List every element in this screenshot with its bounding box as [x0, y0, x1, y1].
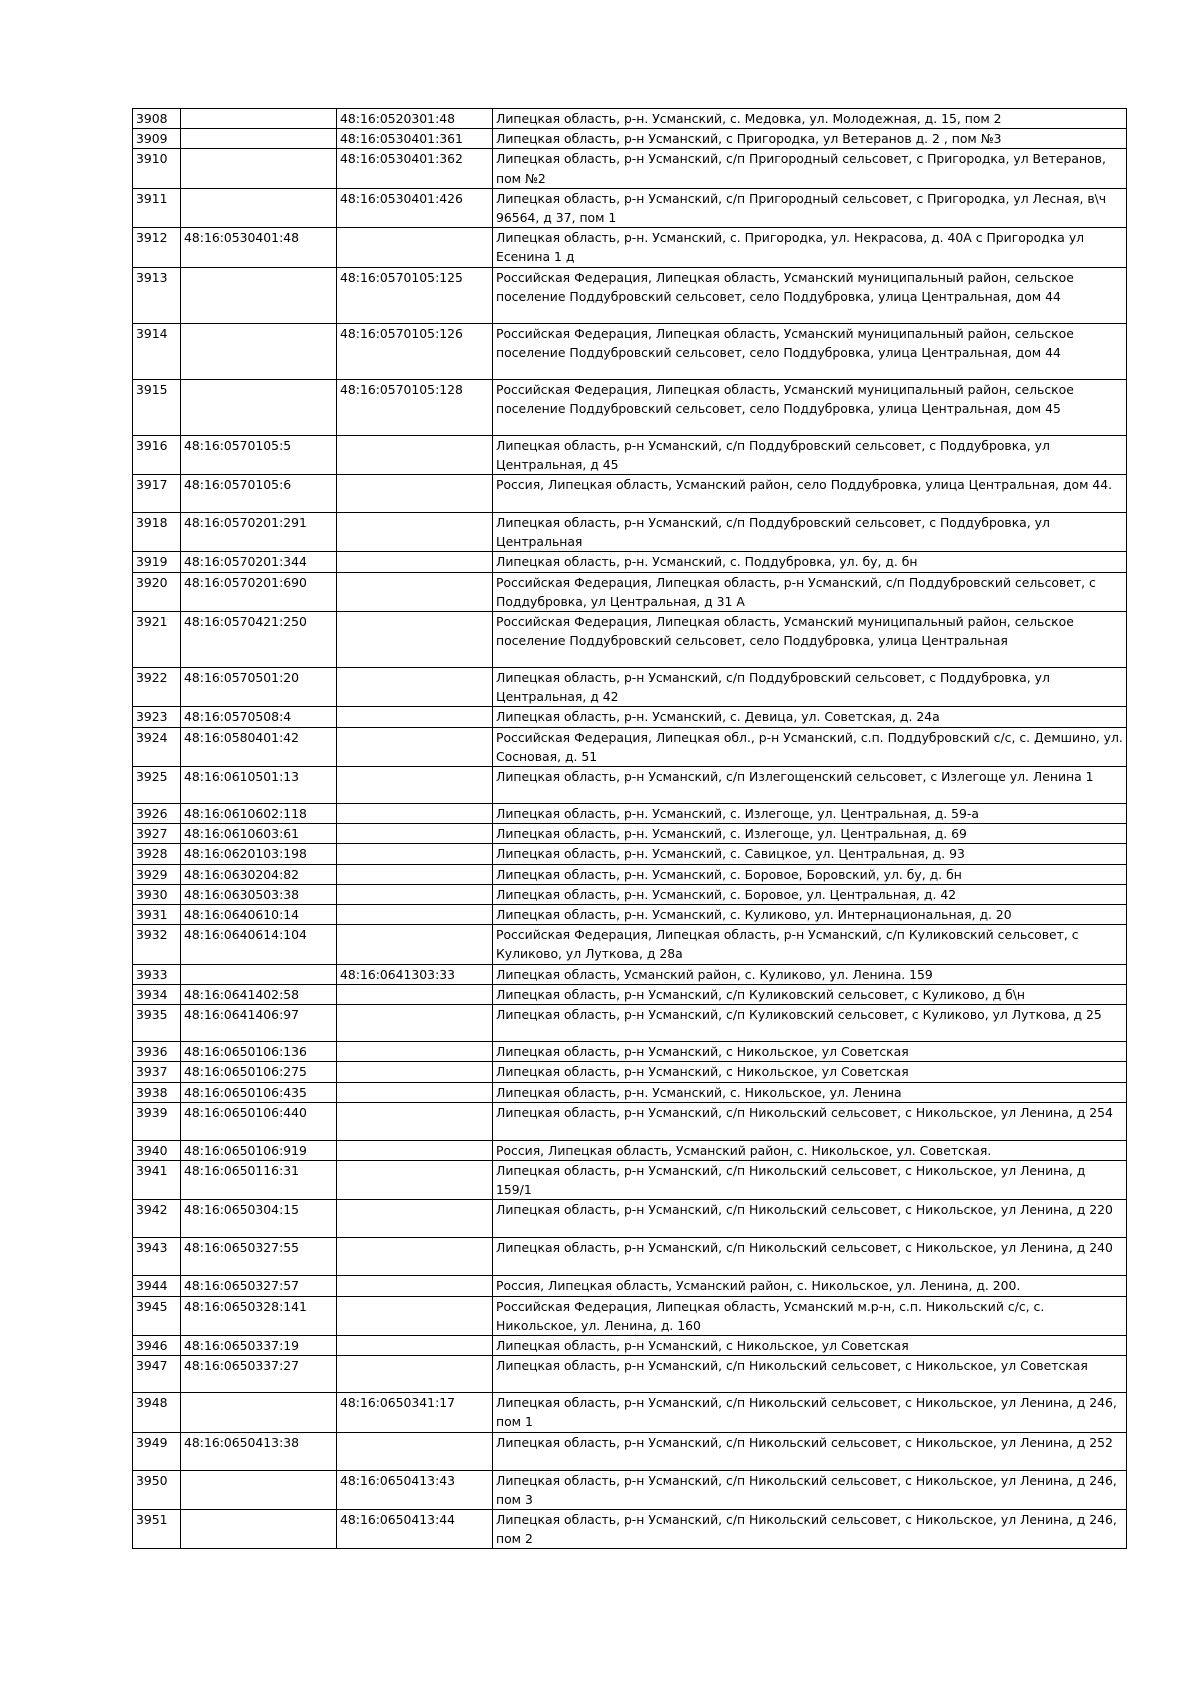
table-row: [133, 1296, 1127, 1335]
cadastral-number-cell: 48:16:0650337:19: [181, 1335, 337, 1355]
address-cell: Российская Федерация, Липецкая область, Усманский муниципальный район, сельское поселение Поддубровский сельсовет, село Поддубровка, улица Центральная, дом 44: [493, 267, 1127, 323]
table-body: [133, 109, 1127, 1549]
premises-cadastral-number-cell: [337, 552, 493, 572]
row-number-cell: 3928: [133, 844, 181, 864]
address-cell: Липецкая область, р-н Усманский, с/п Куликовский сельсовет, с Куликово, ул Луткова, д 25: [493, 1005, 1127, 1042]
document-page: [132, 108, 1126, 1549]
row-number-cell: 3939: [133, 1102, 181, 1140]
row-number-cell: 3922: [133, 668, 181, 707]
cadastral-number-cell: 48:16:0610501:13: [181, 767, 337, 804]
table-row: [133, 1393, 1127, 1432]
row-number-cell: 3946: [133, 1335, 181, 1355]
premises-cadastral-number-cell: [337, 824, 493, 844]
address-cell: Россия, Липецкая область, Усманский район, село Поддубровка, улица Центральная, дом 44.: [493, 475, 1127, 513]
cadastral-number-cell: [181, 109, 337, 129]
premises-cadastral-number-cell: 48:16:0650413:44: [337, 1509, 493, 1548]
premises-cadastral-number-cell: [337, 707, 493, 727]
table-row: [133, 572, 1127, 611]
premises-cadastral-number-cell: 48:16:0641303:33: [337, 964, 493, 984]
premises-cadastral-number-cell: [337, 884, 493, 904]
row-number-cell: 3943: [133, 1238, 181, 1276]
cadastral-number-cell: [181, 964, 337, 984]
premises-cadastral-number-cell: [337, 1042, 493, 1062]
premises-cadastral-number-cell: 48:16:0650413:43: [337, 1470, 493, 1509]
cadastral-number-cell: 48:16:0650106:275: [181, 1062, 337, 1082]
cadastral-number-cell: 48:16:0650106:919: [181, 1140, 337, 1160]
address-cell: Липецкая область, р-н. Усманский, с. Девица, ул. Советская, д. 24а: [493, 707, 1127, 727]
premises-cadastral-number-cell: [337, 1160, 493, 1199]
address-cell: Липецкая область, р-н. Усманский, с. Боровое, Боровский, ул. бу, д. бн: [493, 864, 1127, 884]
row-number-cell: 3923: [133, 707, 181, 727]
premises-cadastral-number-cell: [337, 1238, 493, 1276]
row-number-cell: 3921: [133, 612, 181, 668]
table-row: [133, 984, 1127, 1004]
row-number-cell: 3933: [133, 964, 181, 984]
cadastral-number-cell: 48:16:0641402:58: [181, 984, 337, 1004]
premises-cadastral-number-cell: 48:16:0530401:362: [337, 149, 493, 188]
premises-cadastral-number-cell: [337, 844, 493, 864]
premises-cadastral-number-cell: 48:16:0570105:126: [337, 323, 493, 379]
address-cell: Липецкая область, р-н Усманский, с/п Никольский сельсовет, с Никольское, ул Ленина, д 252: [493, 1432, 1127, 1470]
row-number-cell: 3937: [133, 1062, 181, 1082]
cadastral-number-cell: 48:16:0530401:48: [181, 228, 337, 267]
premises-cadastral-number-cell: [337, 435, 493, 474]
cadastral-number-cell: 48:16:0650327:57: [181, 1276, 337, 1296]
cadastral-number-cell: 48:16:0650413:38: [181, 1432, 337, 1470]
premises-cadastral-number-cell: [337, 804, 493, 824]
premises-cadastral-number-cell: [337, 767, 493, 804]
address-cell: Российская Федерация, Липецкая область, Усманский муниципальный район, сельское поселение Поддубровский сельсовет, село Поддубровка, улица Центральная: [493, 612, 1127, 668]
cadastral-number-cell: 48:16:0570105:6: [181, 475, 337, 513]
table-row: [133, 844, 1127, 864]
address-cell: Российская Федерация, Липецкая обл., р-н Усманский, с.п. Поддубровский с/с, с. Демшино, ул. Сосновая, д. 51: [493, 727, 1127, 766]
row-number-cell: 3934: [133, 984, 181, 1004]
row-number-cell: 3938: [133, 1082, 181, 1102]
cadastral-number-cell: 48:16:0650327:55: [181, 1238, 337, 1276]
premises-cadastral-number-cell: [337, 1102, 493, 1140]
row-number-cell: 3942: [133, 1200, 181, 1238]
address-cell: Липецкая область, р-н Усманский, с/п Поддубровский сельсовет, с Поддубровка, ул Центральная, д 45: [493, 435, 1127, 474]
premises-cadastral-number-cell: [337, 925, 493, 964]
cadastral-number-cell: 48:16:0650328:141: [181, 1296, 337, 1335]
premises-cadastral-number-cell: 48:16:0570105:128: [337, 379, 493, 435]
cadastral-number-cell: 48:16:0650106:440: [181, 1102, 337, 1140]
premises-cadastral-number-cell: [337, 1005, 493, 1042]
row-number-cell: 3912: [133, 228, 181, 267]
row-number-cell: 3924: [133, 727, 181, 766]
premises-cadastral-number-cell: [337, 1356, 493, 1393]
table-row: [133, 1160, 1127, 1199]
premises-cadastral-number-cell: [337, 905, 493, 925]
address-cell: Липецкая область, р-н. Усманский, с. Излегоще, ул. Центральная, д. 69: [493, 824, 1127, 844]
row-number-cell: 3925: [133, 767, 181, 804]
row-number-cell: 3932: [133, 925, 181, 964]
row-number-cell: 3947: [133, 1356, 181, 1393]
premises-cadastral-number-cell: [337, 513, 493, 552]
property-register-table: [132, 108, 1127, 1549]
row-number-cell: 3936: [133, 1042, 181, 1062]
address-cell: Липецкая область, р-н. Усманский, с. Пригородка, ул. Некрасова, д. 40А с Пригородка ул Есенина 1 д: [493, 228, 1127, 267]
table-row: [133, 905, 1127, 925]
table-row: [133, 228, 1127, 267]
premises-cadastral-number-cell: [337, 864, 493, 884]
address-cell: Липецкая область, р-н Усманский, с Никольское, ул Советская: [493, 1042, 1127, 1062]
table-row: [133, 864, 1127, 884]
cadastral-number-cell: [181, 1470, 337, 1509]
address-cell: Липецкая область, р-н Усманский, с/п Никольский сельсовет, с Никольское, ул Ленина, д 220: [493, 1200, 1127, 1238]
row-number-cell: 3948: [133, 1393, 181, 1432]
address-cell: Липецкая область, р-н. Усманский, с. Излегоще, ул. Центральная, д. 59-а: [493, 804, 1127, 824]
row-number-cell: 3950: [133, 1470, 181, 1509]
table-row: [133, 1509, 1127, 1548]
table-row: [133, 1102, 1127, 1140]
row-number-cell: 3940: [133, 1140, 181, 1160]
table-row: [133, 1238, 1127, 1276]
address-cell: Липецкая область, р-н Усманский, с/п Никольский сельсовет, с Никольское, ул Ленина, д 246, пом 3: [493, 1470, 1127, 1509]
row-number-cell: 3926: [133, 804, 181, 824]
table-row: [133, 1470, 1127, 1509]
cadastral-number-cell: 48:16:0650116:31: [181, 1160, 337, 1199]
table-row: [133, 767, 1127, 804]
address-cell: Липецкая область, р-н. Усманский, с. Поддубровка, ул. бу, д. бн: [493, 552, 1127, 572]
row-number-cell: 3911: [133, 188, 181, 227]
address-cell: Липецкая область, р-н. Усманский, с. Боровое, ул. Центральная, д. 42: [493, 884, 1127, 904]
premises-cadastral-number-cell: [337, 1140, 493, 1160]
row-number-cell: 3918: [133, 513, 181, 552]
address-cell: Липецкая область, р-н Усманский, с/п Пригородный сельсовет, с Пригородка, ул Ветеранов, пом №2: [493, 149, 1127, 188]
cadastral-number-cell: 48:16:0630204:82: [181, 864, 337, 884]
cadastral-number-cell: 48:16:0650304:15: [181, 1200, 337, 1238]
row-number-cell: 3945: [133, 1296, 181, 1335]
row-number-cell: 3908: [133, 109, 181, 129]
row-number-cell: 3951: [133, 1509, 181, 1548]
premises-cadastral-number-cell: [337, 984, 493, 1004]
cadastral-number-cell: 48:16:0610602:118: [181, 804, 337, 824]
table-row: [133, 1432, 1127, 1470]
table-row: [133, 149, 1127, 188]
premises-cadastral-number-cell: [337, 1200, 493, 1238]
premises-cadastral-number-cell: [337, 1296, 493, 1335]
address-cell: Липецкая область, р-н. Усманский, с. Никольское, ул. Ленина: [493, 1082, 1127, 1102]
table-row: [133, 475, 1127, 513]
table-row: [133, 109, 1127, 129]
address-cell: Липецкая область, р-н Усманский, с Никольское, ул Советская: [493, 1335, 1127, 1355]
cadastral-number-cell: 48:16:0570421:250: [181, 612, 337, 668]
cadastral-number-cell: 48:16:0570501:20: [181, 668, 337, 707]
table-row: [133, 323, 1127, 379]
row-number-cell: 3920: [133, 572, 181, 611]
cadastral-number-cell: [181, 323, 337, 379]
row-number-cell: 3927: [133, 824, 181, 844]
table-row: [133, 267, 1127, 323]
address-cell: Липецкая область, р-н Усманский, с/п Излегощенский сельсовет, с Излегоще ул. Ленина 1: [493, 767, 1127, 804]
row-number-cell: 3909: [133, 129, 181, 149]
row-number-cell: 3944: [133, 1276, 181, 1296]
row-number-cell: 3930: [133, 884, 181, 904]
row-number-cell: 3913: [133, 267, 181, 323]
table-row: [133, 1356, 1127, 1393]
address-cell: Липецкая область, р-н Усманский, с/п Куликовский сельсовет, с Куликово, д б\н: [493, 984, 1127, 1004]
address-cell: Липецкая область, Усманский район, с. Куликово, ул. Ленина. 159: [493, 964, 1127, 984]
cadastral-number-cell: [181, 1509, 337, 1548]
table-row: [133, 707, 1127, 727]
table-row: [133, 552, 1127, 572]
table-row: [133, 824, 1127, 844]
address-cell: Липецкая область, р-н Усманский, с/п Никольский сельсовет, с Никольское, ул Ленина, д 246, пом 2: [493, 1509, 1127, 1548]
premises-cadastral-number-cell: 48:16:0530401:361: [337, 129, 493, 149]
cadastral-number-cell: 48:16:0650337:27: [181, 1356, 337, 1393]
row-number-cell: 3919: [133, 552, 181, 572]
address-cell: Российская Федерация, Липецкая область, Усманский муниципальный район, сельское поселение Поддубровский сельсовет, село Поддубровка, улица Центральная, дом 45: [493, 379, 1127, 435]
table-row: [133, 964, 1127, 984]
address-cell: Липецкая область, р-н Усманский, с/п Никольский сельсовет, с Никольское, ул Ленина, д 254: [493, 1102, 1127, 1140]
cadastral-number-cell: [181, 379, 337, 435]
premises-cadastral-number-cell: 48:16:0530401:426: [337, 188, 493, 227]
table-row: [133, 668, 1127, 707]
cadastral-number-cell: [181, 188, 337, 227]
row-number-cell: 3916: [133, 435, 181, 474]
premises-cadastral-number-cell: [337, 572, 493, 611]
cadastral-number-cell: [181, 267, 337, 323]
address-cell: Липецкая область, р-н Усманский, с/п Никольский сельсовет, с Никольское, ул Ленина, д 159/1: [493, 1160, 1127, 1199]
row-number-cell: 3931: [133, 905, 181, 925]
table-row: [133, 188, 1127, 227]
premises-cadastral-number-cell: [337, 1432, 493, 1470]
row-number-cell: 3949: [133, 1432, 181, 1470]
cadastral-number-cell: 48:16:0580401:42: [181, 727, 337, 766]
premises-cadastral-number-cell: [337, 1335, 493, 1355]
table-row: [133, 884, 1127, 904]
premises-cadastral-number-cell: [337, 228, 493, 267]
table-row: [133, 1335, 1127, 1355]
cadastral-number-cell: 48:16:0570201:344: [181, 552, 337, 572]
table-row: [133, 1200, 1127, 1238]
cadastral-number-cell: [181, 149, 337, 188]
table-row: [133, 379, 1127, 435]
premises-cadastral-number-cell: [337, 727, 493, 766]
row-number-cell: 3941: [133, 1160, 181, 1199]
row-number-cell: 3915: [133, 379, 181, 435]
address-cell: Российская Федерация, Липецкая область, Усманский муниципальный район, сельское поселение Поддубровский сельсовет, село Поддубровка, улица Центральная, дом 44: [493, 323, 1127, 379]
row-number-cell: 3910: [133, 149, 181, 188]
cadastral-number-cell: [181, 1393, 337, 1432]
address-cell: Российская Федерация, Липецкая область, Усманский м.р-н, с.п. Никольский с/с, с. Никольское, ул. Ленина, д. 160: [493, 1296, 1127, 1335]
address-cell: Липецкая область, р-н. Усманский, с. Савицкое, ул. Центральная, д. 93: [493, 844, 1127, 864]
address-cell: Липецкая область, р-н Усманский, с/п Никольский сельсовет, с Никольское, ул Ленина, д 246, пом 1: [493, 1393, 1127, 1432]
cadastral-number-cell: 48:16:0641406:97: [181, 1005, 337, 1042]
address-cell: Липецкая область, р-н Усманский, с/п Никольский сельсовет, с Никольское, ул Советская: [493, 1356, 1127, 1393]
address-cell: Липецкая область, р-н Усманский, с Пригородка, ул Ветеранов д. 2 , пом №3: [493, 129, 1127, 149]
row-number-cell: 3935: [133, 1005, 181, 1042]
row-number-cell: 3917: [133, 475, 181, 513]
cadastral-number-cell: 48:16:0630503:38: [181, 884, 337, 904]
cadastral-number-cell: 48:16:0650106:136: [181, 1042, 337, 1062]
cadastral-number-cell: 48:16:0640614:104: [181, 925, 337, 964]
address-cell: Липецкая область, р-н. Усманский, с. Куликово, ул. Интернациональная, д. 20: [493, 905, 1127, 925]
cadastral-number-cell: 48:16:0570508:4: [181, 707, 337, 727]
table-row: [133, 1082, 1127, 1102]
premises-cadastral-number-cell: [337, 612, 493, 668]
table-row: [133, 1276, 1127, 1296]
cadastral-number-cell: [181, 129, 337, 149]
cadastral-number-cell: 48:16:0650106:435: [181, 1082, 337, 1102]
cadastral-number-cell: 48:16:0570201:690: [181, 572, 337, 611]
table-row: [133, 1062, 1127, 1082]
premises-cadastral-number-cell: [337, 668, 493, 707]
address-cell: Липецкая область, р-н. Усманский, с. Медовка, ул. Молодежная, д. 15, пом 2: [493, 109, 1127, 129]
address-cell: Липецкая область, р-н Усманский, с/п Поддубровский сельсовет, с Поддубровка, ул Центральная, д 42: [493, 668, 1127, 707]
table-row: [133, 1005, 1127, 1042]
address-cell: Липецкая область, р-н Усманский, с Никольское, ул Советская: [493, 1062, 1127, 1082]
address-cell: Липецкая область, р-н Усманский, с/п Никольский сельсовет, с Никольское, ул Ленина, д 240: [493, 1238, 1127, 1276]
premises-cadastral-number-cell: 48:16:0570105:125: [337, 267, 493, 323]
table-row: [133, 435, 1127, 474]
table-row: [133, 804, 1127, 824]
premises-cadastral-number-cell: [337, 1082, 493, 1102]
table-row: [133, 925, 1127, 964]
premises-cadastral-number-cell: 48:16:0650341:17: [337, 1393, 493, 1432]
premises-cadastral-number-cell: [337, 475, 493, 513]
cadastral-number-cell: 48:16:0640610:14: [181, 905, 337, 925]
cadastral-number-cell: 48:16:0610603:61: [181, 824, 337, 844]
table-row: [133, 1042, 1127, 1062]
table-row: [133, 513, 1127, 552]
address-cell: Россия, Липецкая область, Усманский район, с. Никольское, ул. Советская.: [493, 1140, 1127, 1160]
cadastral-number-cell: 48:16:0620103:198: [181, 844, 337, 864]
row-number-cell: 3929: [133, 864, 181, 884]
cadastral-number-cell: 48:16:0570105:5: [181, 435, 337, 474]
premises-cadastral-number-cell: [337, 1062, 493, 1082]
address-cell: Липецкая область, р-н Усманский, с/п Пригородный сельсовет, с Пригородка, ул Лесная, в\ч 96564, д 37, пом 1: [493, 188, 1127, 227]
table-row: [133, 129, 1127, 149]
address-cell: Россия, Липецкая область, Усманский район, с. Никольское, ул. Ленина, д. 200.: [493, 1276, 1127, 1296]
premises-cadastral-number-cell: [337, 1276, 493, 1296]
address-cell: Российская Федерация, Липецкая область, р-н Усманский, с/п Куликовский сельсовет, с Куликово, ул Луткова, д 28а: [493, 925, 1127, 964]
row-number-cell: 3914: [133, 323, 181, 379]
table-row: [133, 612, 1127, 668]
cadastral-number-cell: 48:16:0570201:291: [181, 513, 337, 552]
premises-cadastral-number-cell: 48:16:0520301:48: [337, 109, 493, 129]
address-cell: Российская Федерация, Липецкая область, р-н Усманский, с/п Поддубровский сельсовет, с Поддубровка, ул Центральная, д 31 А: [493, 572, 1127, 611]
table-row: [133, 1140, 1127, 1160]
address-cell: Липецкая область, р-н Усманский, с/п Поддубровский сельсовет, с Поддубровка, ул Центральная: [493, 513, 1127, 552]
table-row: [133, 727, 1127, 766]
